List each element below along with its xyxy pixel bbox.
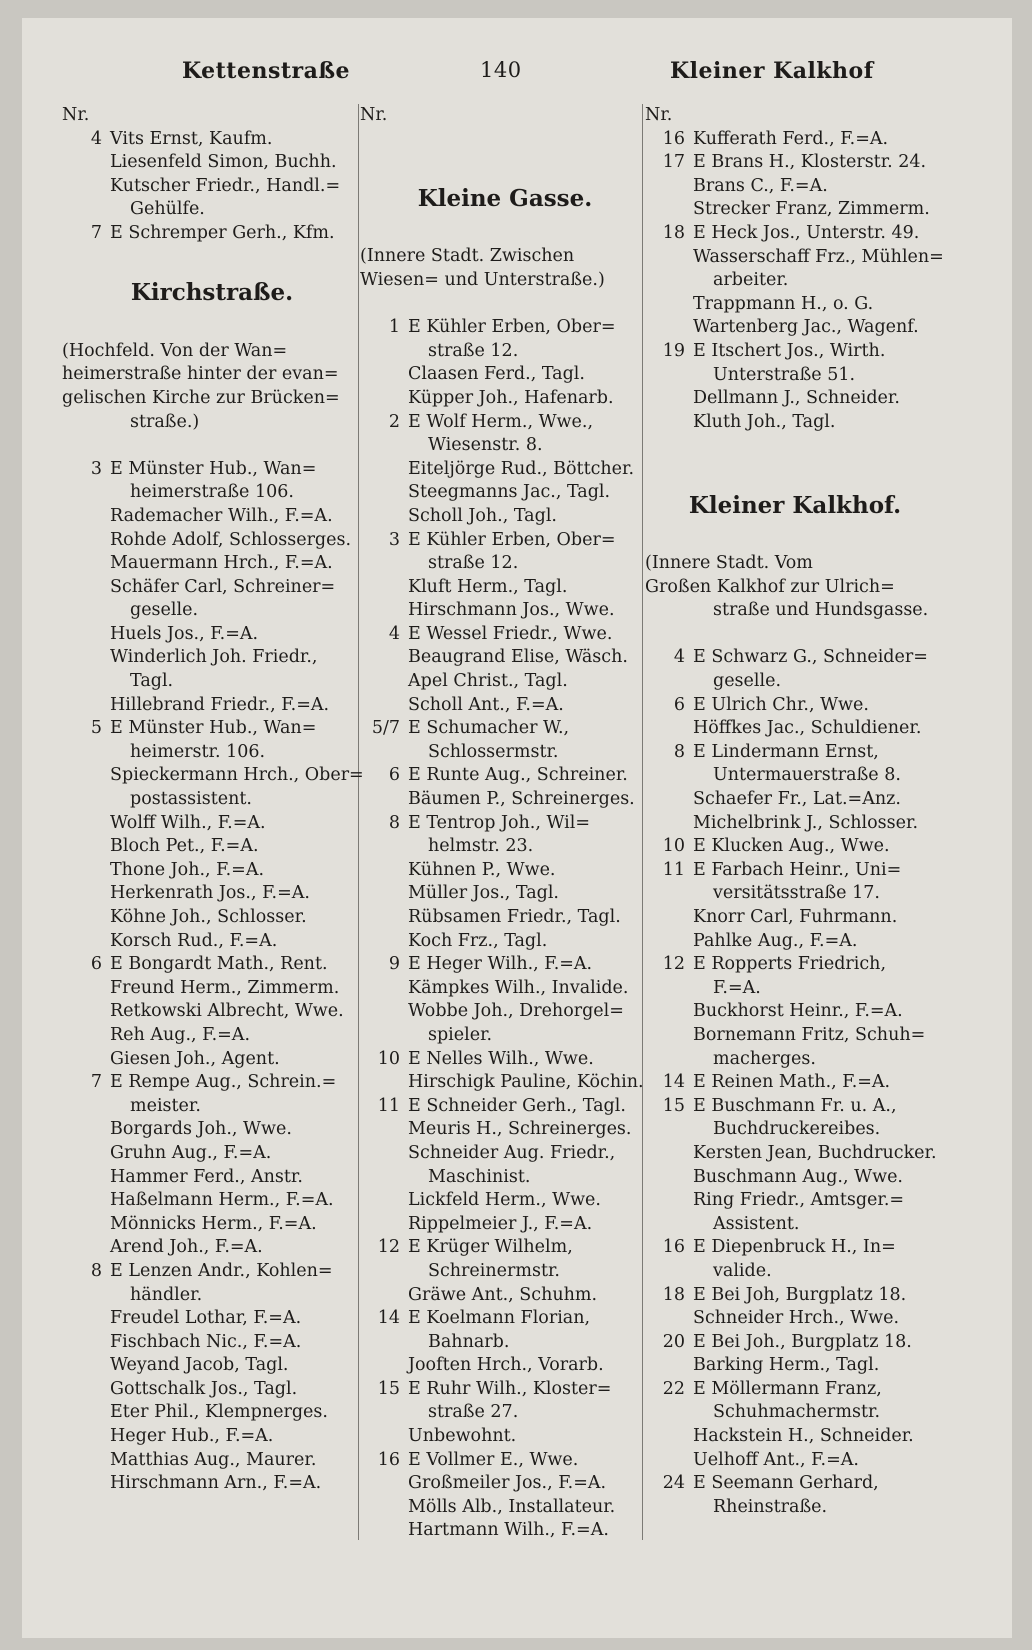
resident-line: Barking Herm., Tagl. [693,1355,880,1376]
resident-text: E Münster Hub., Wan= [110,718,317,739]
resident-text: E Wolf Herm., Wwe., [408,411,594,432]
house-number: 7 [90,222,102,243]
column-3 [645,104,945,1519]
resident-line: Rohde Adolf, Schlosserges. [110,529,352,550]
resident-line: Gottschalk Jos., Tagl. [110,1378,298,1399]
resident-line: Korsch Rud., F.=A. [110,930,278,951]
running-header-right: Kleiner Kalkhof [670,58,874,84]
wrapped-line: geselle. [713,671,782,692]
house-entry [360,316,650,340]
house-number: 19 [662,340,685,361]
wrapped-line: händler. [130,1284,203,1305]
resident-text: E Tentrop Joh., Wil= [408,812,591,833]
resident-line: Spieckermann Hrch., Ober= [110,765,364,786]
house-number: 8 [90,1260,102,1281]
house-number: 4 [388,623,400,644]
house-entry [360,1048,650,1072]
resident-line: Müller Jos., Tagl. [408,883,559,904]
wrapped-line: macherges. [713,1048,816,1069]
resident-line: Lickfeld Herm., Wwe. [408,1190,601,1211]
house-number: 10 [377,1048,400,1069]
street-description: (Innere Stadt. Vom [645,553,813,574]
resident-line: Kluft Herm., Tagl. [408,576,568,597]
running-header-left: Kettenstraße [182,58,351,84]
resident-text: E Koelmann Florian, [408,1308,591,1329]
house-number: 8 [673,741,685,762]
resident-line: Freund Herm., Zimmerm. [110,977,340,998]
resident-line: Bäumen P., Schreinerges. [408,789,635,810]
resident-line: Arend Joh., F.=A. [110,1237,263,1258]
resident-line: Knorr Carl, Fuhrmann. [693,907,898,927]
house-number: 5/7 [371,718,400,739]
resident-line: Wolff Wilh., F.=A. [110,812,266,833]
wrapped-line: versitätsstraße 17. [713,883,880,904]
house-entry [62,953,362,977]
resident-line: Fischbach Nic., F.=A. [110,1331,302,1352]
resident-line: Jooften Hrch., Vorarb. [408,1355,604,1376]
spacer [360,128,650,152]
house-entry [360,1307,650,1331]
house-entry [645,694,945,718]
resident-text: E Runte Aug., Schreiner. [408,765,628,786]
house-number: 4 [673,647,685,668]
resident-line: Mauermann Hrch., F.=A. [110,553,333,574]
resident-line: Claasen Ferd., Tagl. [408,364,585,385]
resident-text: E Schumacher W., [408,718,570,739]
resident-line: Hirschmann Jos., Wwe. [408,600,615,621]
house-entry [62,128,362,152]
street-heading: Kleiner Kalkhof. [688,491,902,519]
resident-text: E Brans H., Klosterstr. 24. [693,152,927,173]
resident-line: Weyand Jacob, Tagl. [110,1355,289,1376]
resident-line: Hirschmann Arn., F.=A. [110,1473,322,1494]
resident-line: Kersten Jean, Buchdrucker. [693,1142,937,1163]
column-2 [360,104,650,1543]
resident-line: Buckhorst Heinr., F.=A. [693,1001,903,1022]
house-number: 16 [377,1449,400,1470]
resident-text: E Ulrich Chr., Wwe. [693,694,869,715]
resident-line: Beaugrand Elise, Wäsch. [408,647,628,668]
resident-line: Großmeiler Jos., F.=A. [408,1473,607,1494]
resident-line: Hammer Ferd., Anstr. [110,1166,303,1187]
resident-line: Schaefer Fr., Lat.=Anz. [693,789,901,810]
resident-line: Uelhoff Ant., F.=A. [693,1449,859,1470]
resident-line: Strecker Franz, Zimmerm. [693,199,930,220]
resident-text: E Bei Joh., Burgplatz 18. [693,1331,912,1352]
spacer [62,246,362,270]
house-entry [645,953,945,977]
resident-text: E Münster Hub., Wan= [110,458,317,479]
resident-line: Köhne Joh., Schlosser. [110,907,307,927]
spacer [645,529,945,553]
wrapped-line: straße.) [130,411,200,432]
resident-line: Ring Friedr., Amtsger.= [693,1190,905,1211]
resident-text: E Bongardt Math., Rent. [110,954,328,975]
resident-line: Gruhn Aug., F.=A. [110,1142,272,1163]
resident-line: Wasserschaff Frz., Mühlen= [693,246,944,267]
resident-line: Küpper Joh., Hafenarb. [408,387,614,408]
resident-line: Eiteljörge Rud., Böttcher. [408,458,635,479]
wrapped-line: geselle. [130,600,199,621]
resident-line: Schneider Hrch., Wwe. [693,1308,900,1329]
house-entry [360,623,650,647]
wrapped-line: Schreinermstr. [428,1260,560,1281]
house-number: 16 [662,1237,685,1258]
house-number: 1 [388,317,400,338]
house-number: 11 [377,1095,400,1116]
resident-line: Mönnicks Herm., F.=A. [110,1213,317,1234]
wrapped-line: Wiesenstr. 8. [428,435,543,456]
house-entry [645,646,945,670]
resident-line: Apel Christ., Tagl. [408,671,568,692]
spacer [645,458,945,482]
house-entry [645,151,945,175]
resident-text: E Farbach Heinr., Uni= [693,859,902,880]
wrapped-line: F.=A. [713,977,761,998]
resident-text: E Nelles Wilh., Wwe. [408,1048,594,1069]
house-number: 11 [662,859,685,880]
spacer [360,222,650,246]
resident-text: E Kühler Erben, Ober= [408,529,616,550]
house-number: 6 [388,765,400,786]
resident-line: Kühnen P., Wwe. [408,859,556,880]
spacer [645,623,945,647]
resident-line: Hackstein H., Schneider. [693,1426,914,1447]
resident-text: E Seemann Gerhard, [693,1473,879,1494]
resident-line: Giesen Joh., Agent. [110,1048,280,1069]
house-entry [360,1378,650,1402]
house-entry [360,717,650,741]
house-entry [62,717,362,741]
resident-text: E Itschert Jos., Wirth. [693,340,886,361]
house-number: 14 [662,1072,685,1093]
house-number: 24 [662,1473,685,1494]
resident-line: Haßelmann Herm., F.=A. [110,1190,334,1211]
resident-line: Thone Joh., F.=A. [110,859,265,880]
wrapped-line: Unterstraße 51. [713,364,856,385]
wrapped-line: Schlossermstr. [428,741,559,762]
column-number-header: Nr. [360,105,388,125]
house-entry [645,741,945,765]
spacer [62,434,362,458]
spacer [62,316,362,340]
house-entry [360,812,650,836]
wrapped-line: arbeiter. [713,270,789,291]
house-number: 20 [662,1331,685,1352]
spacer [360,293,650,317]
resident-text: E Lenzen Andr., Kohlen= [110,1260,333,1281]
resident-line: Mölls Alb., Installateur. [408,1496,616,1517]
house-number: 10 [662,836,685,857]
resident-line: Hillebrand Friedr., F.=A. [110,694,330,715]
wrapped-line: straße 12. [428,340,519,361]
wrapped-line: heimerstraße 106. [130,482,294,503]
resident-line: Kämpkes Wilh., Invalide. [408,977,629,998]
house-entry [360,764,650,788]
house-number: 12 [377,1237,400,1258]
house-entry [62,1260,362,1284]
resident-text: E Buschmann Fr. u. A., [693,1095,897,1116]
house-number: 16 [662,128,685,149]
wrapped-line: Tagl. [130,671,174,692]
resident-text: E Bei Joh, Burgplatz 18. [693,1284,907,1305]
house-number: 2 [388,411,400,432]
wrapped-line: heimerstr. 106. [130,741,266,762]
resident-line: Kluth Joh., Tagl. [693,411,836,432]
resident-line: Eter Phil., Klempnerges. [110,1402,328,1423]
resident-line: Freudel Lothar, F.=A. [110,1308,302,1329]
house-entry [62,458,362,482]
wrapped-line: Rheinstraße. [713,1496,828,1517]
wrapped-line: Untermauerstraße 8. [713,765,901,786]
house-entry [645,835,945,859]
spacer [645,434,945,458]
house-number: 14 [377,1308,400,1329]
house-entry [62,222,362,246]
house-number: 22 [662,1378,685,1399]
house-number: 4 [90,128,102,149]
resident-line: Buschmann Aug., Wwe. [693,1166,903,1187]
resident-line: Herkenrath Jos., F.=A. [110,883,310,904]
resident-text: E Diepenbruck H., In= [693,1237,896,1258]
resident-line: Liesenfeld Simon, Buchh. [110,152,337,173]
house-number: 17 [662,152,685,173]
directory-page [22,18,1012,1638]
resident-line: Kutscher Friedr., Handl.= [110,175,341,196]
resident-line: Trappmann H., o. G. [693,293,874,314]
street-heading: Kleine Gasse. [417,184,593,212]
resident-line: Meuris H., Schreinerges. [408,1119,632,1140]
house-number: 8 [388,812,400,833]
street-heading: Kirchstraße. [130,279,294,307]
resident-line: Pahlke Aug., F.=A. [693,930,858,951]
resident-line: Wartenberg Jac., Wagenf. [693,317,919,338]
resident-line: Hirschigk Pauline, Köchin. [408,1072,644,1093]
wrapped-line: straße 12. [428,553,519,574]
resident-line: Huels Jos., F.=A. [110,623,259,644]
page-number: 140 [480,58,522,82]
house-number: 15 [662,1095,685,1116]
resident-line: Wobbe Joh., Drehorgel= [408,1001,624,1022]
house-entry [645,1284,945,1308]
resident-text: E Lindermann Ernst, [693,741,879,762]
resident-line: Matthias Aug., Maurer. [110,1449,317,1470]
street-description: gelischen Kirche zur Brücken= [62,387,340,408]
resident-text: E Krüger Wilhelm, [408,1237,573,1258]
street-description: (Innere Stadt. Zwischen [360,246,575,267]
column-number-header: Nr. [645,105,673,125]
house-number: 3 [90,458,102,479]
resident-text: E Ruhr Wilh., Kloster= [408,1378,612,1399]
house-entry [645,1071,945,1095]
wrapped-line: Maschinist. [428,1166,531,1187]
resident-line: Rademacher Wilh., F.=A. [110,505,333,526]
house-number: 5 [90,718,102,739]
resident-line: Unbewohnt. [408,1426,517,1447]
house-number: 12 [662,954,685,975]
resident-line: Michelbrink J., Schlosser. [693,812,919,833]
house-entry [62,1071,362,1095]
house-entry [645,128,945,152]
street-description: Wiesen= und Unterstraße.) [360,269,605,290]
house-entry [645,1095,945,1119]
resident-line: Retkowski Albrecht, Wwe. [110,1001,344,1022]
house-entry [645,340,945,364]
resident-line: Steegmanns Jac., Tagl. [408,482,611,503]
resident-line: Schäfer Carl, Schreiner= [110,576,336,597]
wrapped-line: straße und Hundsgasse. [713,600,929,621]
resident-text: E Heck Jos., Unterstr. 49. [693,222,920,243]
resident-line: Reh Aug., F.=A. [110,1024,251,1045]
wrapped-line: Bahnarb. [428,1331,510,1352]
house-number: 9 [388,954,400,975]
house-entry [360,411,650,435]
resident-line: Bloch Pet., F.=A. [110,836,259,857]
house-number: 18 [662,222,685,243]
resident-text: E Ropperts Friedrich, [693,954,887,975]
resident-line: Scholl Joh., Tagl. [408,505,557,526]
wrapped-line: Assistent. [713,1213,800,1234]
house-entry [645,1472,945,1496]
house-entry [645,859,945,883]
resident-text: E Schremper Gerh., Kfm. [110,222,335,243]
resident-line: Gräwe Ant., Schuhm. [408,1284,598,1305]
house-number: 15 [377,1378,400,1399]
wrapped-line: Schuhmachermstr. [713,1402,881,1423]
resident-text: E Heger Wilh., F.=A. [408,954,593,975]
resident-line: Heger Hub., F.=A. [110,1426,274,1447]
resident-text: Kufferath Ferd., F.=A. [693,128,889,149]
house-entry [360,1449,650,1473]
resident-line: Hartmann Wilh., F.=A. [408,1520,609,1541]
column-number-header: Nr. [62,105,90,125]
house-entry [360,953,650,977]
column-1 [62,104,362,1496]
resident-text: E Klucken Aug., Wwe. [693,836,890,857]
house-entry [360,1095,650,1119]
street-description: Großen Kalkhof zur Ulrich= [645,576,895,597]
resident-line: Höffkes Jac., Schuldiener. [693,718,922,739]
wrapped-line: spieler. [428,1024,493,1045]
house-entry [645,1236,945,1260]
spacer [360,151,650,175]
resident-line: Scholl Ant., F.=A. [408,694,564,715]
resident-text: E Vollmer E., Wwe. [408,1449,579,1470]
resident-line: Schneider Aug. Friedr., [408,1142,616,1163]
resident-line: Koch Frz., Tagl. [408,930,548,951]
resident-line: Borgards Joh., Wwe. [110,1119,292,1140]
wrapped-line: meister. [130,1095,201,1116]
resident-text: E Rempe Aug., Schrein.= [110,1072,337,1093]
resident-text: E Reinen Math., F.=A. [693,1072,891,1093]
house-entry [360,529,650,553]
resident-text: E Kühler Erben, Ober= [408,317,616,338]
wrapped-line: straße 27. [428,1402,519,1423]
wrapped-line: Gehülfe. [130,199,205,220]
resident-text: E Schwarz G., Schneider= [693,647,928,668]
resident-line: Bornemann Fritz, Schuh= [693,1024,926,1045]
wrapped-line: postassistent. [130,789,252,810]
resident-text: Vits Ernst, Kaufm. [110,128,273,149]
house-entry [645,1331,945,1355]
house-entry [360,1236,650,1260]
house-number: 3 [388,529,400,550]
house-number: 18 [662,1284,685,1305]
street-description: (Hochfeld. Von der Wan= [62,340,288,361]
resident-text: E Schneider Gerh., Tagl. [408,1095,626,1116]
wrapped-line: Buchdruckereibes. [713,1119,881,1140]
house-number: 7 [90,1072,102,1093]
house-number: 6 [90,954,102,975]
resident-text: E Wessel Friedr., Wwe. [408,623,613,644]
wrapped-line: helmstr. 23. [428,836,534,857]
resident-line: Rübsamen Friedr., Tagl. [408,907,621,927]
house-entry [645,1378,945,1402]
wrapped-line: valide. [713,1260,772,1281]
resident-line: Brans C., F.=A. [693,175,828,196]
resident-text: E Möllermann Franz, [693,1378,882,1399]
resident-line: Dellmann J., Schneider. [693,388,900,409]
resident-line: Winderlich Joh. Friedr., [110,647,318,668]
house-entry [645,222,945,246]
resident-line: Rippelmeier J., F.=A. [408,1213,593,1234]
house-number: 6 [673,694,685,715]
street-description: heimerstraße hinter der evan= [62,364,339,385]
